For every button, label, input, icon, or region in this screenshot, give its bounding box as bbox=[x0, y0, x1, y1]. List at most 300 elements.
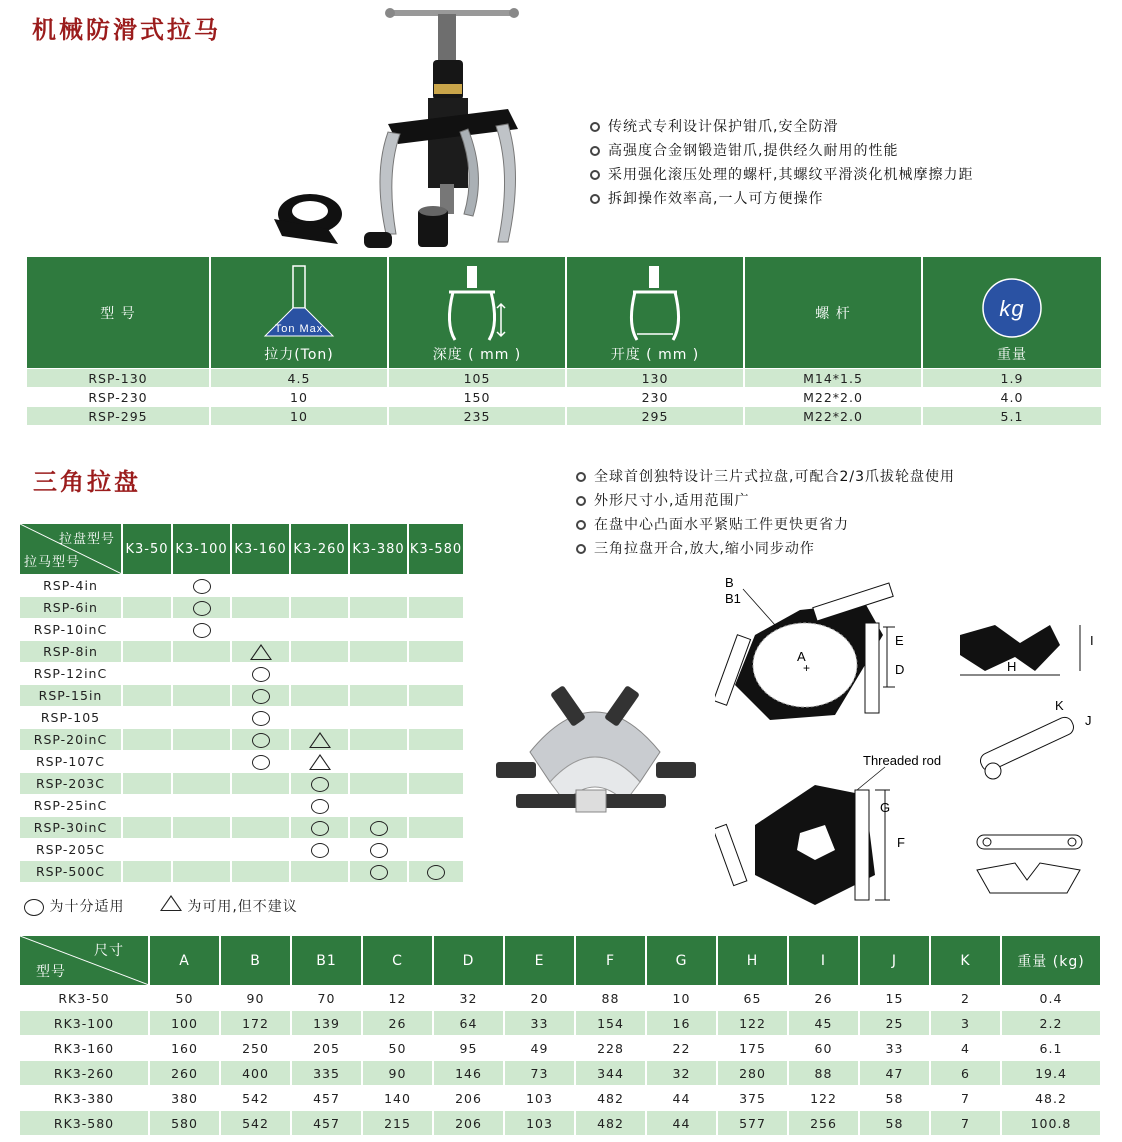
cell bbox=[290, 751, 349, 773]
col-header: 重量 (kg) bbox=[1001, 936, 1101, 986]
cell bbox=[231, 575, 290, 597]
bullet-icon bbox=[576, 496, 586, 506]
row-label: RSP-105 bbox=[20, 707, 122, 729]
bullet-icon bbox=[590, 122, 600, 132]
legend-triangle-text: 为可用,但不建议 bbox=[187, 899, 298, 915]
bullet-icon bbox=[576, 472, 586, 482]
cell bbox=[408, 795, 464, 817]
row-label: RSP-15in bbox=[20, 685, 122, 707]
table-row bbox=[20, 795, 464, 817]
cell: 100.8 bbox=[1001, 1111, 1101, 1136]
cell: 58 bbox=[859, 1086, 930, 1111]
cell bbox=[349, 729, 408, 751]
circle-mark-icon bbox=[311, 777, 329, 792]
cell: 260 bbox=[149, 1061, 220, 1086]
circle-mark-icon bbox=[252, 667, 270, 682]
table-row bbox=[20, 751, 464, 773]
cell bbox=[408, 619, 464, 641]
cell: RSP-295 bbox=[27, 407, 210, 426]
cell: 4.0 bbox=[922, 388, 1101, 407]
cell: 140 bbox=[362, 1086, 433, 1111]
cell: 122 bbox=[717, 1011, 788, 1036]
opening-icon bbox=[615, 264, 695, 344]
circle-mark-icon bbox=[311, 843, 329, 858]
cell bbox=[172, 597, 231, 619]
triangle-mark-icon bbox=[309, 754, 331, 770]
cell bbox=[231, 663, 290, 685]
cell: 172 bbox=[220, 1011, 291, 1036]
bullet-icon bbox=[576, 520, 586, 530]
cell bbox=[349, 861, 408, 883]
cell: 542 bbox=[220, 1086, 291, 1111]
svg-text:E: E bbox=[895, 633, 904, 648]
svg-text:G: G bbox=[880, 800, 891, 815]
table-row bbox=[20, 861, 464, 883]
cell bbox=[172, 729, 231, 751]
col-header: E bbox=[504, 936, 575, 986]
cell bbox=[349, 773, 408, 795]
cell bbox=[172, 619, 231, 641]
cell bbox=[122, 707, 172, 729]
cell: 344 bbox=[575, 1061, 646, 1086]
svg-text:A: A bbox=[797, 649, 806, 664]
cell bbox=[349, 795, 408, 817]
table-header-row bbox=[27, 257, 1101, 369]
cell bbox=[231, 839, 290, 861]
cell: 103 bbox=[504, 1111, 575, 1136]
table-row bbox=[20, 839, 464, 861]
cell bbox=[122, 619, 172, 641]
cell: 256 bbox=[788, 1111, 859, 1136]
three-jaw-plate-photo bbox=[490, 682, 700, 817]
cell: 130 bbox=[566, 369, 744, 388]
bullet-icon bbox=[590, 146, 600, 156]
cell bbox=[172, 575, 231, 597]
cell bbox=[408, 575, 464, 597]
table-row bbox=[20, 986, 1101, 1011]
cell bbox=[122, 729, 172, 751]
table-row bbox=[20, 707, 464, 729]
svg-text:kg: kg bbox=[999, 296, 1025, 321]
cell: 154 bbox=[575, 1011, 646, 1036]
cell: 482 bbox=[575, 1086, 646, 1111]
cell: 205 bbox=[291, 1036, 362, 1061]
cell bbox=[172, 861, 231, 883]
cell: 400 bbox=[220, 1061, 291, 1086]
cell: 16 bbox=[646, 1011, 717, 1036]
col-header: K3-380 bbox=[349, 524, 408, 575]
cell bbox=[408, 839, 464, 861]
cell: 32 bbox=[433, 986, 504, 1011]
cell bbox=[408, 773, 464, 795]
cell bbox=[349, 575, 408, 597]
cell bbox=[122, 817, 172, 839]
cell: 4 bbox=[930, 1036, 1001, 1061]
row-label: RSP-25inC bbox=[20, 795, 122, 817]
svg-text:+: + bbox=[803, 661, 811, 675]
cell: RK3-260 bbox=[20, 1061, 149, 1086]
diagonal-corner-header: 尺寸 型号 bbox=[20, 936, 149, 986]
cell: 25 bbox=[859, 1011, 930, 1036]
cell: 206 bbox=[433, 1086, 504, 1111]
cell: 235 bbox=[388, 407, 566, 426]
kg-weight-icon bbox=[980, 276, 1044, 340]
cell: 100 bbox=[149, 1011, 220, 1036]
table-row bbox=[20, 1036, 1101, 1061]
cell: 90 bbox=[362, 1061, 433, 1086]
col-header: B1 bbox=[291, 936, 362, 986]
cell: 49 bbox=[504, 1036, 575, 1061]
section1-features bbox=[590, 115, 973, 211]
col-header: J bbox=[859, 936, 930, 986]
cell bbox=[349, 707, 408, 729]
cell: 33 bbox=[504, 1011, 575, 1036]
col-header: D bbox=[433, 936, 504, 986]
cell bbox=[122, 751, 172, 773]
cell: 48.2 bbox=[1001, 1086, 1101, 1111]
circle-mark-icon bbox=[252, 689, 270, 704]
table-row bbox=[20, 817, 464, 839]
table-row bbox=[27, 369, 1101, 388]
table-header-row bbox=[20, 524, 464, 575]
col-header: K3-100 bbox=[172, 524, 231, 575]
col-header: K3-50 bbox=[122, 524, 172, 575]
table-row bbox=[20, 619, 464, 641]
table-row bbox=[20, 663, 464, 685]
circle-legend-icon bbox=[24, 899, 44, 916]
cell: 88 bbox=[788, 1061, 859, 1086]
feature-item: 在盘中心凸面水平紧贴工件更快更省力 bbox=[576, 513, 955, 537]
cell: 44 bbox=[646, 1111, 717, 1136]
table-row bbox=[20, 597, 464, 619]
cell: RK3-160 bbox=[20, 1036, 149, 1061]
cell bbox=[231, 751, 290, 773]
col-header: K3-160 bbox=[231, 524, 290, 575]
cell: 64 bbox=[433, 1011, 504, 1036]
col-header: C bbox=[362, 936, 433, 986]
bullet-icon bbox=[590, 170, 600, 180]
cell bbox=[122, 773, 172, 795]
cell bbox=[231, 729, 290, 751]
cell bbox=[172, 795, 231, 817]
cell bbox=[231, 685, 290, 707]
cell bbox=[349, 619, 408, 641]
cell bbox=[290, 707, 349, 729]
row-label: RSP-8in bbox=[20, 641, 122, 663]
cell: 160 bbox=[149, 1036, 220, 1061]
cell bbox=[231, 619, 290, 641]
cell: 26 bbox=[362, 1011, 433, 1036]
cell bbox=[408, 861, 464, 883]
cell bbox=[122, 663, 172, 685]
cell: 139 bbox=[291, 1011, 362, 1036]
table-row bbox=[20, 1111, 1101, 1136]
cell bbox=[349, 839, 408, 861]
circle-mark-icon bbox=[252, 755, 270, 770]
cell bbox=[290, 575, 349, 597]
cell: 6.1 bbox=[1001, 1036, 1101, 1061]
cell: 7 bbox=[930, 1111, 1001, 1136]
cell bbox=[349, 751, 408, 773]
diagonal-corner-header: 拉盘型号 拉马型号 bbox=[20, 524, 122, 575]
cell bbox=[231, 773, 290, 795]
cell bbox=[290, 729, 349, 751]
table-row bbox=[20, 1011, 1101, 1036]
col-header: K3-260 bbox=[290, 524, 349, 575]
col-header: I bbox=[788, 936, 859, 986]
cell: 103 bbox=[504, 1086, 575, 1111]
cell bbox=[349, 685, 408, 707]
svg-text:K: K bbox=[1055, 698, 1064, 713]
cell bbox=[408, 707, 464, 729]
col-force: Ton Max 拉力(Ton) bbox=[210, 257, 388, 369]
table-row bbox=[20, 641, 464, 663]
svg-text:Threaded rod: Threaded rod bbox=[863, 753, 942, 768]
cell bbox=[172, 707, 231, 729]
col-depth: 深度 ( mm ) bbox=[388, 257, 566, 369]
circle-mark-icon bbox=[193, 579, 211, 594]
cell: 146 bbox=[433, 1061, 504, 1086]
col-header: K bbox=[930, 936, 1001, 986]
cell bbox=[122, 575, 172, 597]
feature-item: 外形尺寸小,适用范围广 bbox=[576, 489, 955, 513]
row-label: RSP-4in bbox=[20, 575, 122, 597]
cell: 335 bbox=[291, 1061, 362, 1086]
table-row bbox=[20, 729, 464, 751]
table-row bbox=[20, 1086, 1101, 1111]
cell: 22 bbox=[646, 1036, 717, 1061]
circle-mark-icon bbox=[311, 799, 329, 814]
cell: 542 bbox=[220, 1111, 291, 1136]
cell bbox=[290, 663, 349, 685]
ton-max-icon bbox=[259, 264, 339, 344]
cell bbox=[290, 641, 349, 663]
cell bbox=[408, 641, 464, 663]
legend-circle-text: 为十分适用 bbox=[49, 899, 125, 915]
feature-item: 三角拉盘开合,放大,缩小同步动作 bbox=[576, 537, 955, 561]
cell: 95 bbox=[433, 1036, 504, 1061]
cell: 58 bbox=[859, 1111, 930, 1136]
cell bbox=[290, 839, 349, 861]
cell: 32 bbox=[646, 1061, 717, 1086]
cell bbox=[231, 597, 290, 619]
row-label: RSP-10inC bbox=[20, 619, 122, 641]
puller-spec-table bbox=[27, 257, 1101, 425]
cell bbox=[349, 641, 408, 663]
dimension-table bbox=[20, 936, 1102, 1135]
cell: 250 bbox=[220, 1036, 291, 1061]
cell: 44 bbox=[646, 1086, 717, 1111]
row-label: RSP-20inC bbox=[20, 729, 122, 751]
cell: 4.5 bbox=[210, 369, 388, 388]
cell: 10 bbox=[210, 407, 388, 426]
legend bbox=[24, 895, 298, 916]
cell: RSP-230 bbox=[27, 388, 210, 407]
cell: 457 bbox=[291, 1086, 362, 1111]
cell: 0.4 bbox=[1001, 986, 1101, 1011]
col-header: K3-580 bbox=[408, 524, 464, 575]
cell bbox=[172, 663, 231, 685]
cell: 73 bbox=[504, 1061, 575, 1086]
cell bbox=[122, 795, 172, 817]
cell: 228 bbox=[575, 1036, 646, 1061]
cell: 580 bbox=[149, 1111, 220, 1136]
section2-title: 三角拉盘 bbox=[33, 468, 141, 496]
cell: 50 bbox=[149, 986, 220, 1011]
row-label: RSP-6in bbox=[20, 597, 122, 619]
table-row bbox=[27, 407, 1101, 426]
circle-mark-icon bbox=[193, 601, 211, 616]
cell: 457 bbox=[291, 1111, 362, 1136]
cell: 380 bbox=[149, 1086, 220, 1111]
cell: 60 bbox=[788, 1036, 859, 1061]
cell: 482 bbox=[575, 1111, 646, 1136]
cell bbox=[172, 817, 231, 839]
cell bbox=[122, 685, 172, 707]
cell: M22*2.0 bbox=[744, 407, 922, 426]
cell: RK3-380 bbox=[20, 1086, 149, 1111]
triangle-legend-icon bbox=[160, 895, 182, 911]
row-label: RSP-30inC bbox=[20, 817, 122, 839]
cell bbox=[290, 597, 349, 619]
cell: 215 bbox=[362, 1111, 433, 1136]
section1-title: 机械防滑式拉马 bbox=[32, 16, 221, 44]
cell: 105 bbox=[388, 369, 566, 388]
dimension-diagram bbox=[715, 575, 1105, 915]
row-label: RSP-107C bbox=[20, 751, 122, 773]
cell: 12 bbox=[362, 986, 433, 1011]
svg-text:I: I bbox=[1090, 633, 1094, 648]
depth-icon bbox=[437, 264, 517, 344]
cell: 90 bbox=[220, 986, 291, 1011]
cell: 6 bbox=[930, 1061, 1001, 1086]
cell bbox=[408, 817, 464, 839]
cell: 50 bbox=[362, 1036, 433, 1061]
feature-item: 传统式专利设计保护钳爪,安全防滑 bbox=[590, 115, 973, 139]
cell bbox=[290, 861, 349, 883]
col-header: F bbox=[575, 936, 646, 986]
cell bbox=[172, 685, 231, 707]
table-row bbox=[20, 685, 464, 707]
cell bbox=[290, 773, 349, 795]
col-header: H bbox=[717, 936, 788, 986]
cell bbox=[290, 619, 349, 641]
cell: RK3-580 bbox=[20, 1111, 149, 1136]
svg-text:H: H bbox=[1007, 659, 1017, 674]
cell: 5.1 bbox=[922, 407, 1101, 426]
cell: 280 bbox=[717, 1061, 788, 1086]
cell: 175 bbox=[717, 1036, 788, 1061]
cell: 2.2 bbox=[1001, 1011, 1101, 1036]
cell: M22*2.0 bbox=[744, 388, 922, 407]
bullet-icon bbox=[576, 544, 586, 554]
table-row bbox=[20, 773, 464, 795]
cell: 26 bbox=[788, 986, 859, 1011]
cell bbox=[231, 707, 290, 729]
circle-mark-icon bbox=[370, 843, 388, 858]
svg-text:Ton Max: Ton Max bbox=[274, 323, 324, 335]
triangle-mark-icon bbox=[309, 732, 331, 748]
feature-item: 拆卸操作效率高,一人可方便操作 bbox=[590, 187, 973, 211]
cell bbox=[172, 773, 231, 795]
cell bbox=[408, 663, 464, 685]
cell: 2 bbox=[930, 986, 1001, 1011]
cell: 15 bbox=[859, 986, 930, 1011]
cell bbox=[172, 751, 231, 773]
cell bbox=[290, 817, 349, 839]
svg-text:D: D bbox=[895, 662, 905, 677]
cell: 19.4 bbox=[1001, 1061, 1101, 1086]
cell: 206 bbox=[433, 1111, 504, 1136]
table-row bbox=[20, 575, 464, 597]
triangle-mark-icon bbox=[250, 644, 272, 660]
cell bbox=[122, 839, 172, 861]
cell: 295 bbox=[566, 407, 744, 426]
row-label: RSP-500C bbox=[20, 861, 122, 883]
cell bbox=[231, 795, 290, 817]
table-row bbox=[20, 1061, 1101, 1086]
table-row bbox=[27, 388, 1101, 407]
cell bbox=[408, 597, 464, 619]
cell: 7 bbox=[930, 1086, 1001, 1111]
table-header-row bbox=[20, 936, 1101, 986]
cell: 70 bbox=[291, 986, 362, 1011]
cell bbox=[349, 663, 408, 685]
cell bbox=[172, 641, 231, 663]
cell: 122 bbox=[788, 1086, 859, 1111]
cell: 375 bbox=[717, 1086, 788, 1111]
cell: 47 bbox=[859, 1061, 930, 1086]
col-screw: 螺 杆 bbox=[744, 257, 922, 369]
col-weight: kg 重量 bbox=[922, 257, 1101, 369]
circle-mark-icon bbox=[311, 821, 329, 836]
cell: 10 bbox=[210, 388, 388, 407]
col-header: B bbox=[220, 936, 291, 986]
bullet-icon bbox=[590, 194, 600, 204]
svg-text:J: J bbox=[1085, 713, 1092, 728]
circle-mark-icon bbox=[427, 865, 445, 880]
cell bbox=[290, 795, 349, 817]
row-label: RSP-203C bbox=[20, 773, 122, 795]
col-header: A bbox=[149, 936, 220, 986]
cell bbox=[122, 641, 172, 663]
cell: RSP-130 bbox=[27, 369, 210, 388]
cell: 10 bbox=[646, 986, 717, 1011]
cell bbox=[231, 641, 290, 663]
cell bbox=[172, 839, 231, 861]
cell: 577 bbox=[717, 1111, 788, 1136]
cell: 230 bbox=[566, 388, 744, 407]
cell bbox=[408, 729, 464, 751]
cell: M14*1.5 bbox=[744, 369, 922, 388]
cell: RK3-50 bbox=[20, 986, 149, 1011]
cell: 3 bbox=[930, 1011, 1001, 1036]
cell: 33 bbox=[859, 1036, 930, 1061]
cell: 1.9 bbox=[922, 369, 1101, 388]
circle-mark-icon bbox=[252, 733, 270, 748]
svg-text:F: F bbox=[897, 835, 905, 850]
cell bbox=[408, 685, 464, 707]
cell: 20 bbox=[504, 986, 575, 1011]
cell: RK3-100 bbox=[20, 1011, 149, 1036]
compatibility-table bbox=[20, 524, 465, 882]
puller-illustration bbox=[268, 4, 530, 249]
section2-features bbox=[576, 465, 955, 561]
cell bbox=[349, 597, 408, 619]
feature-item: 高强度合金钢锻造钳爪,提供经久耐用的性能 bbox=[590, 139, 973, 163]
feature-item: 全球首创独特设计三片式拉盘,可配合2/3爪拔轮盘使用 bbox=[576, 465, 955, 489]
cell bbox=[231, 861, 290, 883]
